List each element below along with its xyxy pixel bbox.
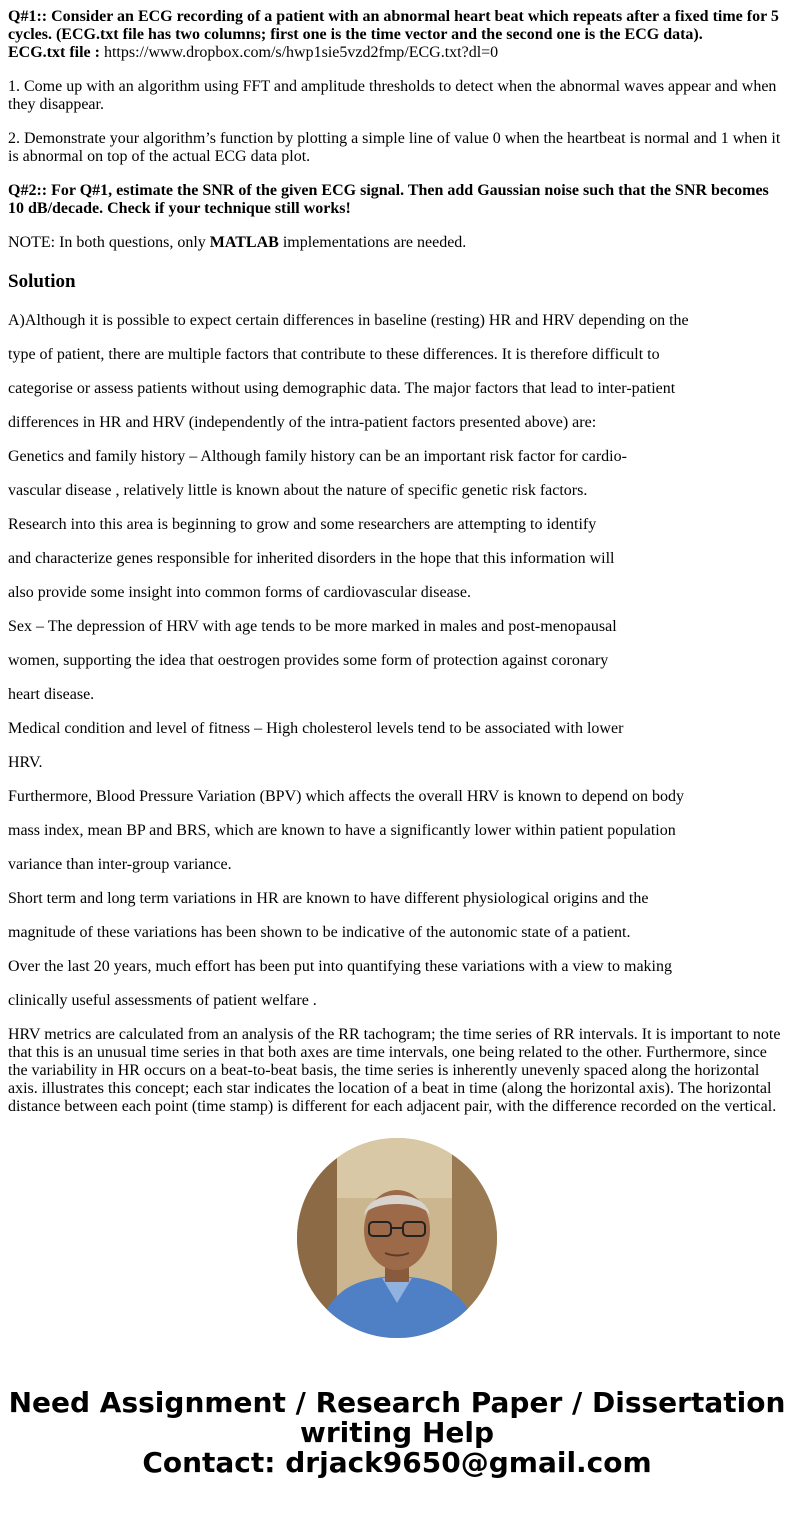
solution-line: clinically useful assessments of patient welfare . xyxy=(8,992,317,1009)
note-after: implementations are needed. xyxy=(278,234,467,251)
solution-line: Over the last 20 years, much effort has been put into quantifying these variations with a view to making xyxy=(8,958,672,975)
footer-line-1: Need Assignment / Research Paper / Dissertation xyxy=(8,1386,786,1419)
solution-line: Furthermore, Blood Pressure Variation (BPV) which affects the overall HRV is known to depend on body xyxy=(8,788,684,805)
solution-line: magnitude of these variations has been shown to be indicative of the autonomic state of a patient. xyxy=(8,924,631,941)
note-bold: MATLAB xyxy=(209,234,279,251)
solution-line: heart disease. xyxy=(8,686,95,703)
solution-body xyxy=(8,312,786,1010)
solution-line: Research into this area is beginning to grow and some researchers are attempting to identify xyxy=(8,516,597,533)
task-1: 1. Come up with an algorithm using FFT and amplitude thresholds to detect when the abnormal waves appear and when they disappear. xyxy=(8,78,777,113)
author-avatar xyxy=(297,1138,497,1338)
solution-line: mass index, mean BP and BRS, which are known to have a significantly lower within patient population xyxy=(8,822,676,839)
footer-banner xyxy=(8,1388,786,1478)
question-1-text: Consider an ECG recording of a patient with an abnormal heart beat which repeats after a fixed time for 5 cycles. (ECG.txt file has two columns; first one is the time vector and the second one is the ECG data). xyxy=(8,8,779,43)
solution-line: type of patient, there are multiple factors that contribute to these differences. It is therefore difficult to xyxy=(8,346,660,363)
solution-line: variance than inter-group variance. xyxy=(8,856,232,873)
question-1 xyxy=(8,8,786,62)
solution-line: women, supporting the idea that oestrogen provides some form of protection against coronary xyxy=(8,652,609,669)
solution-line: categorise or assess patients without using demographic data. The major factors that lead to inter-patient xyxy=(8,380,676,397)
solution-line: and characterize genes responsible for inherited disorders in the hope that this information will xyxy=(8,550,615,567)
file-url: https://www.dropbox.com/s/hwp1sie5vzd2fmp/ECG.txt?dl=0 xyxy=(99,44,499,61)
solution-heading: Solution xyxy=(8,271,76,292)
hrv-paragraph: HRV metrics are calculated from an analysis of the RR tachogram; the time series of RR intervals. It is important to note that this is an unusual time series in that both axes are time intervals, one being related to the other. Furthermore, since the variability in HR occurs on a beat-to-beat basis, the time series is inherently unevenly spaced along the horizontal axis. illustrates this concept; each star indicates the location of a beat in time (along the horizontal axis). The horizontal distance between each point (time stamp) is different for each adjacent pair, with the difference recorded on the vertical. xyxy=(8,1026,781,1115)
footer-contact: Contact: drjack9650@gmail.com xyxy=(142,1446,652,1479)
task-2: 2. Demonstrate your algorithm’s function by plotting a simple line of value 0 when the heartbeat is normal and 1 when it is abnormal on top of the actual ECG data plot. xyxy=(8,130,781,165)
solution-line: HRV. xyxy=(8,754,43,771)
solution-line: differences in HR and HRV (independently of the intra-patient factors presented above) are: xyxy=(8,414,597,431)
footer-line-2: writing Help xyxy=(299,1416,495,1449)
avatar-container xyxy=(8,1138,786,1338)
question-2: Q#2:: For Q#1, estimate the SNR of the given ECG signal. Then add Gaussian noise such that the SNR becomes 10 dB/decade. Check if your technique still works! xyxy=(8,182,769,217)
author-portrait-image xyxy=(297,1138,497,1338)
solution-line: Sex – The depression of HRV with age tends to be more marked in males and post-menopausal xyxy=(8,618,617,635)
solution-line: Medical condition and level of fitness – High cholesterol levels tend to be associated with lower xyxy=(8,720,624,737)
note xyxy=(8,234,786,252)
question-1-prefix: Q#1:: xyxy=(8,8,48,25)
file-label: ECG.txt file : xyxy=(8,44,100,61)
solution-line: vascular disease , relatively little is known about the nature of specific genetic risk factors. xyxy=(8,482,588,499)
note-before: NOTE: In both questions, only xyxy=(8,234,210,251)
solution-line: Genetics and family history – Although family history can be an important risk factor for cardio- xyxy=(8,448,627,465)
solution-line: also provide some insight into common forms of cardiovascular disease. xyxy=(8,584,472,601)
solution-line: A)Although it is possible to expect certain differences in baseline (resting) HR and HRV depending on the xyxy=(8,312,689,329)
solution-line: Short term and long term variations in HR are known to have different physiological origins and the xyxy=(8,890,649,907)
